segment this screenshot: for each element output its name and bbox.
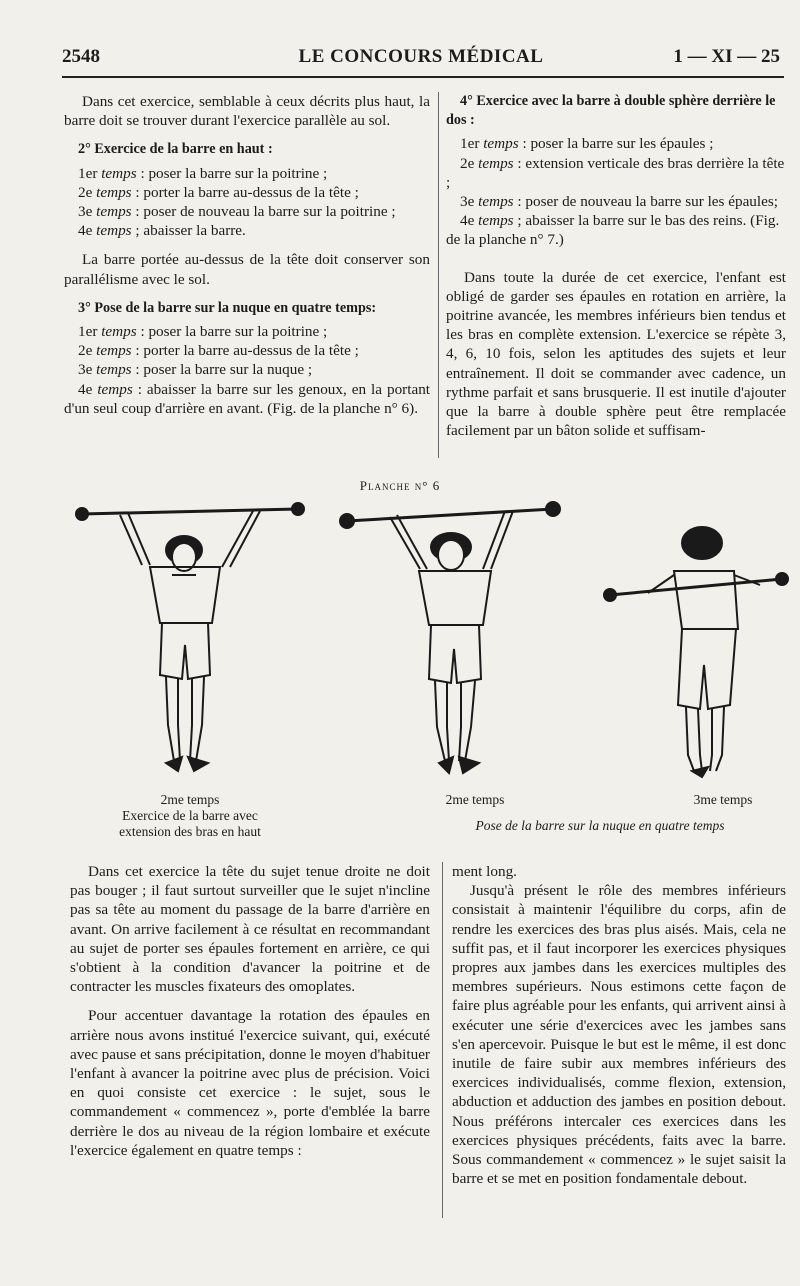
- duration-paragraph: Dans toute la durée de cet exercice, l'enfant est obligé de garder ses épaules en rotation en arrière, la poitrine avancée, les membres inférieurs bien tendus et les bras en complète extension. L'exercice se répète 3, 4, 6, 10 fois, selon les aptitudes des sujets et leur entraînement. Il doit se commander avec cadence, un rythme parfait et sans brusquerie. Il est inutile d'ajouter que la barre à double sphère peut être remplacée facilement par un bâton solide et suffisam-: [446, 268, 786, 440]
- step-item: 2e temps : porter la barre au-dessus de la tête ;: [78, 342, 359, 360]
- section-3-steps: [64, 322, 430, 418]
- section-2-note: La barre portée au-dessus de la tête doit conserver son parallélisme avec le sol.: [64, 251, 430, 288]
- page-header: [62, 44, 780, 76]
- column-divider: [442, 862, 443, 1218]
- section-2-steps: [64, 164, 430, 241]
- section-2-heading: 2° Exercice de la barre en haut :: [78, 141, 273, 158]
- step-item: 4e temps ; abaisser la barre sur le bas des reins. (Fig. de la planche n° 7.): [446, 212, 780, 249]
- step-item: 2e temps : extension verticale des bras derrière la tête ;: [446, 154, 785, 191]
- header-rule: [62, 76, 784, 78]
- caption-series: Pose de la barre sur la nuque en quatre temps: [475, 818, 725, 833]
- caption-left-title: Exercice de la barre avec: [122, 808, 258, 823]
- section-4-heading: 4° Exercice avec la barre à double sphère derrière le dos :: [446, 93, 776, 129]
- section-4-steps: [446, 134, 786, 249]
- step-item: 1er temps : poser la barre sur les épaules ;: [460, 135, 714, 153]
- column-top-left: [64, 92, 430, 418]
- caption-left: [80, 792, 300, 840]
- lower-limbs-paragraph: Jusqu'à présent le rôle des membres inférieurs consistait à maintenir l'équilibre du corps, afin de rendre les exercices des bras plus aisés. Mais, cela ne suffit pas, et il faut incorporer les exercices physiques propres aux jambes dans les exercices multiples des membres supérieurs. Nous estimons cette façon de faire plus agréable pour les enfants, qui arrivent ainsi à exécuter une série d'exercices avec les jambes sans s'en apercevoir. Puisque le but est le même, il est donc inutile de faire subir aux membres inférieurs des exercices individualisés, comme flexion, extension, abduction et adduction des jambes en position debout. Nous préférons intercaler ces exercices dans les exercices physiques précédents, faits avec la barre. Sous commandement « commencez » le sujet saisit la barre et se met en position fondamentale debout.: [452, 882, 786, 1188]
- step-item: 1er temps : poser la barre sur la poitrine ;: [78, 323, 328, 341]
- journal-title: LE CONCOURS MÉDICAL: [298, 46, 544, 67]
- page-number: 2548: [62, 46, 100, 67]
- step-item: 3e temps : poser de nouveau la barre sur la poitrine ;: [78, 203, 396, 221]
- issue-date: 1 — XI — 25: [673, 46, 780, 67]
- caption-middle: 2me temps: [445, 792, 505, 807]
- shoulder-rotation-paragraph: Pour accentuer davantage la rotation des épaules en arrière nous avons institué l'exercice suivant, qui, exécuté avec pause et sans précipitation, donne le moyen d'habituer l'enfant à avancer la poitrine avec plus de précision. Voici en quoi consiste cet exercice : le sujet, sous le commandement « commencez », porte d'emblée la barre derrière le dos au niveau de la région lombaire et exécute l'exercice également en quatre temps :: [70, 1007, 430, 1159]
- figure-arms-up: [70, 495, 310, 785]
- figure-bar-nape-3: [598, 515, 790, 785]
- step-item: 4e temps : abaisser la barre sur les genoux, en la portant d'un seul coup d'arrière en avant. (Fig. de la planche n° 6).: [64, 380, 431, 417]
- section-3-heading: 3° Pose de la barre sur la nuque en quatre temps:: [78, 299, 377, 316]
- caption-left-subtitle: extension des bras en haut: [119, 824, 261, 839]
- column-divider: [438, 92, 439, 458]
- intro-paragraph: Dans cet exercice, semblable à ceux décrits plus haut, la barre doit se trouver durant l'exercice parallèle au sol.: [64, 93, 430, 130]
- column-bottom-right: [452, 862, 786, 1188]
- caption-left-step: 2me temps: [160, 792, 220, 807]
- step-item: 2e temps : porter la barre au-dessus de la tête ;: [78, 183, 359, 201]
- step-item: 4e temps ; abaisser la barre.: [78, 222, 246, 240]
- plate-title: Planche n° 6: [359, 478, 441, 493]
- step-item: 3e temps : poser la barre sur la nuque ;: [78, 361, 313, 379]
- caption-right: 3me temps: [693, 792, 753, 807]
- head-position-paragraph: Dans cet exercice la tête du sujet tenue droite ne doit pas bouger ; il faut surtout surveiller que le sujet n'incline pas sa tête au moment du passage de la barre d'arrière en avant. On arrive facilement à ce résultat en recommandant au sujet de porter ses épaules fortement en arrière, ce qui s'obtient à la condition d'avancer la poitrine et de contracter les muscles fixateurs des omoplates.: [70, 863, 430, 996]
- column-bottom-left: [70, 862, 430, 1160]
- step-item: 3e temps : poser de nouveau la barre sur les épaules;: [460, 193, 778, 211]
- step-item: 1er temps : poser la barre sur la poitrine ;: [78, 164, 328, 182]
- continuation-text: ment long.: [452, 863, 517, 880]
- column-top-right: [446, 92, 786, 440]
- figure-bar-nape-2: [335, 495, 565, 785]
